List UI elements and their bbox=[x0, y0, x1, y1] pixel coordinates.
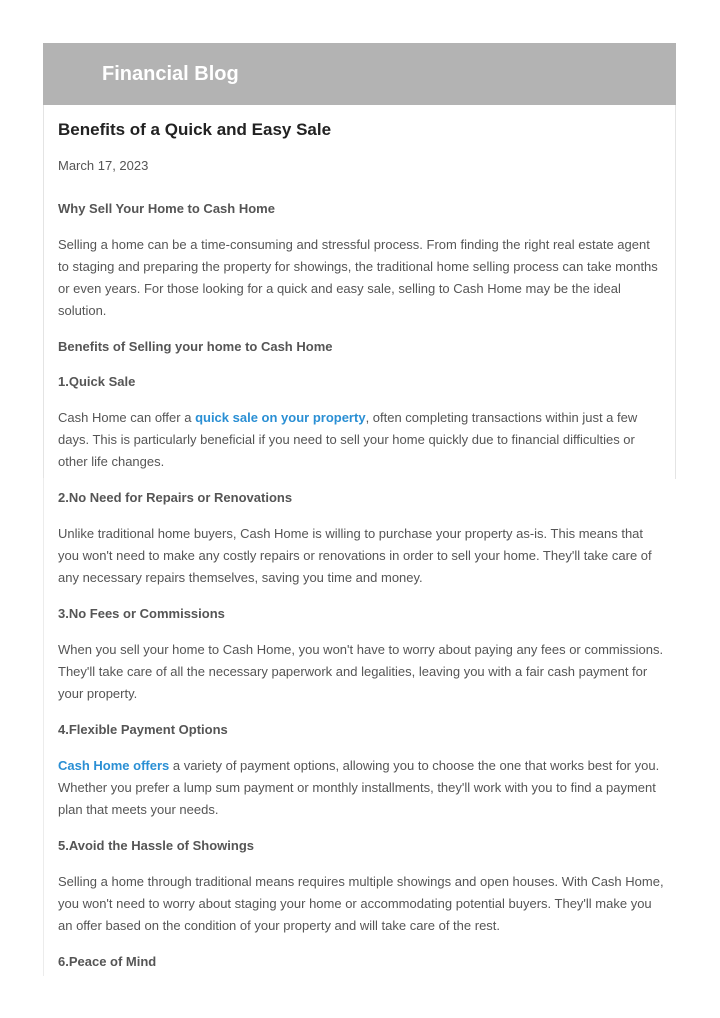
frame-left-border bbox=[43, 478, 44, 976]
section-heading: 2.No Need for Repairs or Renovations bbox=[58, 490, 293, 505]
section-heading: 3.No Fees or Commissions bbox=[58, 606, 225, 621]
section-heading: 5.Avoid the Hassle of Showings bbox=[58, 838, 254, 853]
section-heading: Why Sell Your Home to Cash Home bbox=[58, 201, 275, 216]
section-paragraph: Selling a home through traditional means requires multiple showings and open houses. With Cash Home, you won't need to worry about staging your home or accommodating potential buyers. They'll make you an offer based on the condition of your property and will take care of the rest. bbox=[58, 874, 664, 933]
paragraph-text: a variety of payment options, allowing you to choose the one that works best for you. Whether you prefer a lump sum payment or monthly installments, they'll work with you to find a payment plan that meets your needs. bbox=[58, 758, 660, 817]
cash-home-offers-link[interactable]: Cash Home offers bbox=[58, 758, 170, 773]
blog-header bbox=[43, 43, 676, 105]
quick-sale-link[interactable]: quick sale on your property bbox=[195, 410, 366, 425]
section-paragraph: Selling a home can be a time-consuming and stressful process. From finding the right real estate agent to staging and preparing the property for showings, the traditional home selling process can take months or even years. For those looking for a quick and easy sale, selling to Cash Home may be the ideal solution. bbox=[58, 237, 658, 318]
section-heading: 1.Quick Sale bbox=[58, 374, 136, 389]
blog-title: Financial Blog bbox=[102, 63, 239, 85]
section-heading: 4.Flexible Payment Options bbox=[58, 722, 228, 737]
post-date: March 17, 2023 bbox=[58, 158, 149, 173]
section-paragraph: Unlike traditional home buyers, Cash Home is willing to purchase your property as-is. This means that you won't need to make any costly repairs or renovations in order to sell your home. They'll take care of any necessary repairs themselves, saving you time and money. bbox=[58, 526, 652, 585]
section-heading: Benefits of Selling your home to Cash Home bbox=[58, 339, 333, 354]
section-paragraph bbox=[58, 407, 664, 473]
section-paragraph: When you sell your home to Cash Home, you won't have to worry about paying any fees or commissions. They'll take care of all the necessary paperwork and legalities, leaving you with a fair cash payment for your property. bbox=[58, 642, 664, 701]
paragraph-text: Cash Home can offer a bbox=[58, 410, 196, 425]
paragraph-text: , often completing transactions within just a few days. This is particularly beneficial if you need to sell your home quickly due to financial difficulties or other life changes. bbox=[58, 410, 638, 469]
section-paragraph bbox=[58, 755, 664, 821]
post-title: Benefits of a Quick and Easy Sale bbox=[58, 120, 332, 139]
post-content bbox=[58, 118, 664, 972]
section-heading: 6.Peace of Mind bbox=[58, 954, 157, 969]
